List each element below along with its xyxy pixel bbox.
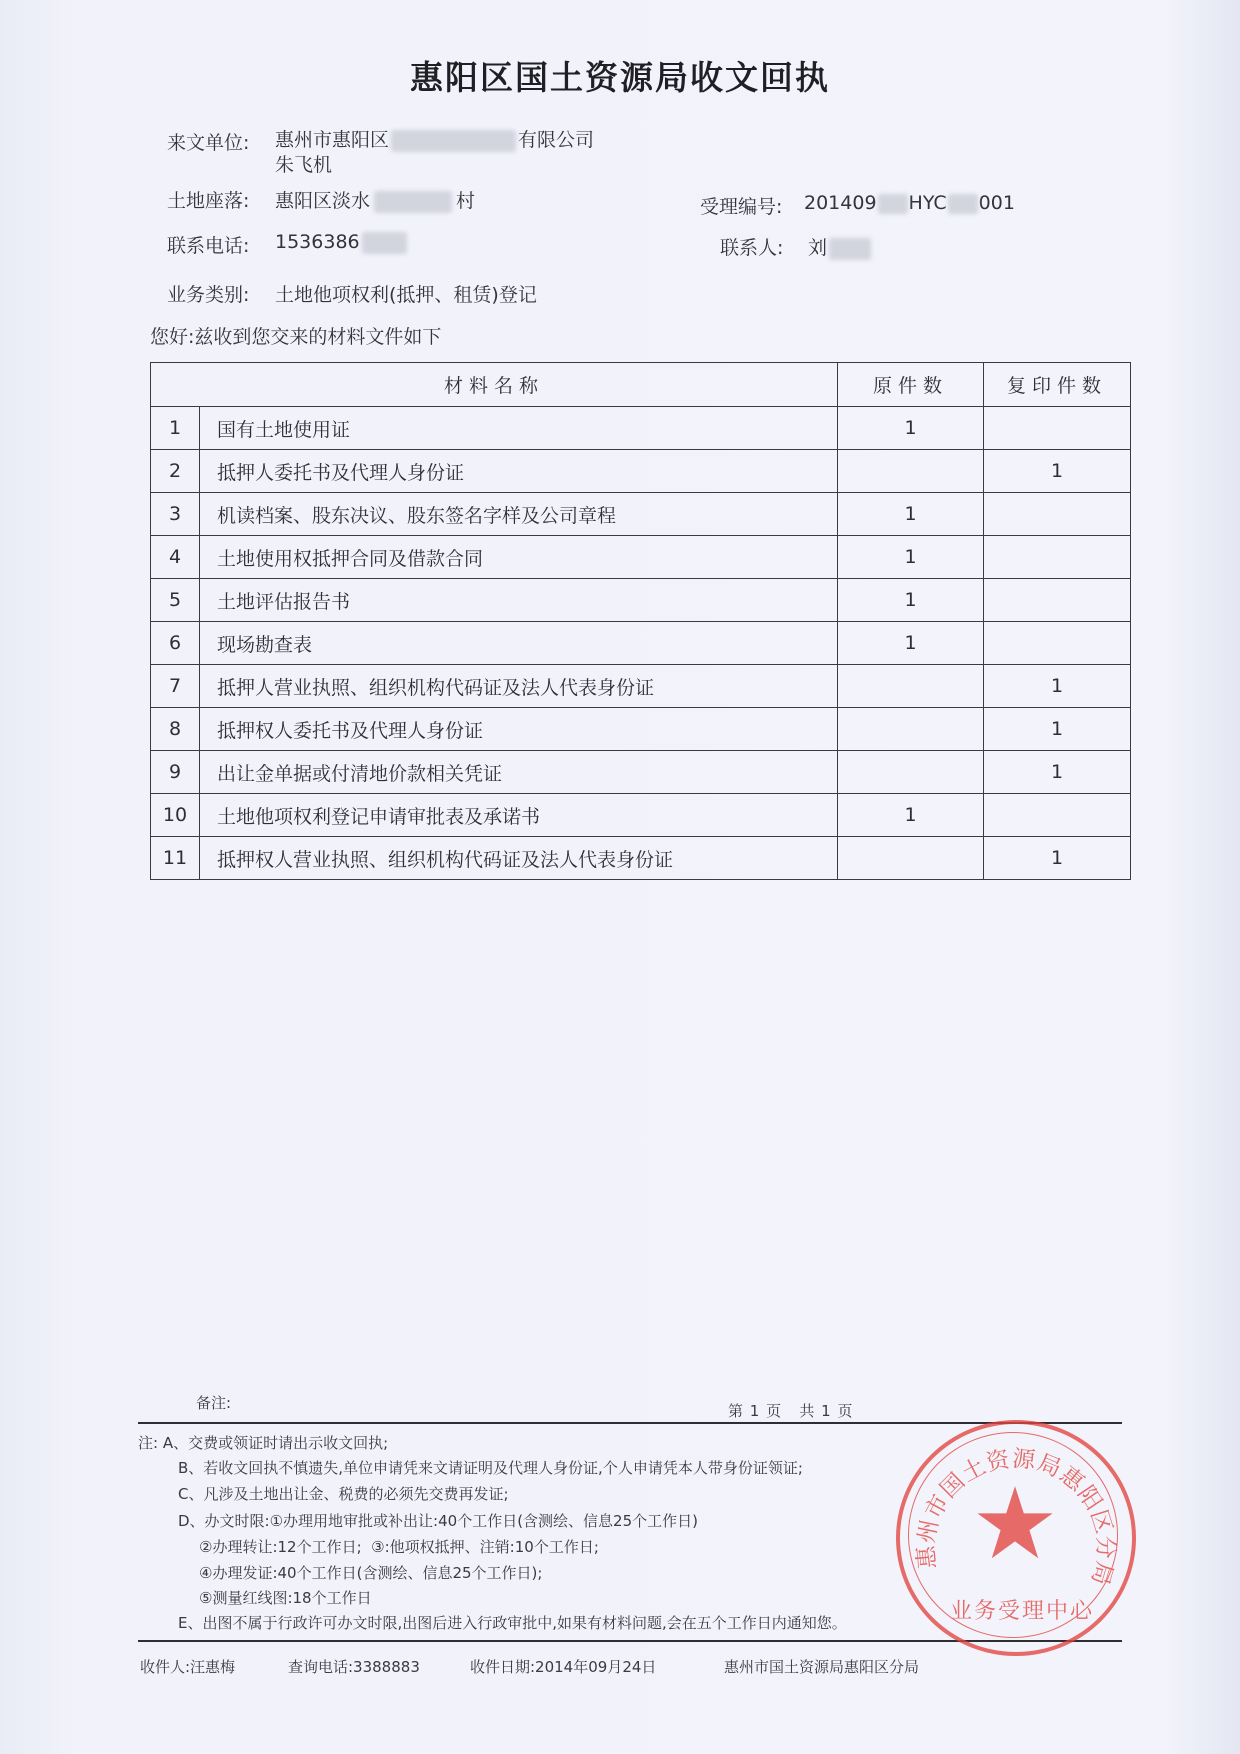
note-a: 注: A、交费或领证时请出示收文回执; xyxy=(138,1434,389,1452)
original-count xyxy=(838,751,984,794)
star-icon xyxy=(975,1484,1055,1562)
sender-prefix: 惠州市惠阳区 xyxy=(275,129,390,151)
phone-digits: 1536386 xyxy=(275,231,360,253)
material-name: 抵押权人委托书及代理人身份证 xyxy=(200,708,838,751)
row-number: 1 xyxy=(151,407,200,450)
table-row xyxy=(151,794,1131,837)
table-row xyxy=(151,708,1131,751)
document-title: 惠阳区国土资源局收文回执 xyxy=(410,58,830,97)
original-count: 1 xyxy=(838,579,984,622)
material-name: 抵押人委托书及代理人身份证 xyxy=(200,450,838,493)
row-number: 8 xyxy=(151,708,200,751)
receipt-no-part: 001 xyxy=(978,192,1015,214)
copy-count xyxy=(984,536,1131,579)
original-count: 1 xyxy=(838,493,984,536)
note-e: E、出图不属于行政许可办文时限,出图后进入行政审批中,如果有材料问题,会在五个工作日内通知您。 xyxy=(178,1614,847,1632)
material-name: 现场勘查表 xyxy=(200,622,838,665)
original-count: 1 xyxy=(838,794,984,837)
issuer: 惠州市国土资源局惠阳区分局 xyxy=(724,1658,920,1676)
copy-count: 1 xyxy=(984,837,1131,880)
note-d: D、办文时限:①办理用地审批或补出让:40个工作日(含测绘、信息25个工作日) xyxy=(178,1512,698,1530)
receipt-no-label: 受理编号: xyxy=(700,196,783,218)
official-seal xyxy=(896,1420,1136,1656)
row-number: 7 xyxy=(151,665,200,708)
copy-count xyxy=(984,493,1131,536)
sender-name: 朱飞机 xyxy=(275,154,333,176)
table-row xyxy=(151,536,1131,579)
sender-value xyxy=(275,125,594,152)
receipt-no-part: HYC xyxy=(908,192,947,214)
contact-value xyxy=(808,233,871,260)
location-label: 土地座落: xyxy=(167,190,250,212)
table-row xyxy=(151,622,1131,665)
redaction-block xyxy=(374,191,452,213)
note-d5: ⑤测量红线图:18个工作日 xyxy=(199,1589,372,1607)
copy-count xyxy=(984,407,1131,450)
table-row xyxy=(151,665,1131,708)
table-header-row xyxy=(151,363,1131,407)
original-count xyxy=(838,708,984,751)
seal-arc-textpath: 惠州市国土资源局惠阳区分局 xyxy=(913,1446,1119,1589)
phone-label: 联系电话: xyxy=(167,235,250,257)
original-count: 1 xyxy=(838,536,984,579)
sender-suffix: 有限公司 xyxy=(518,129,595,151)
note-d2: ②办理转让:12个工作日; ③:他项权抵押、注销:10个工作日; xyxy=(199,1538,599,1556)
material-name: 抵押人营业执照、组织机构代码证及法人代表身份证 xyxy=(200,665,838,708)
redaction-block xyxy=(878,194,908,214)
table-row xyxy=(151,579,1131,622)
material-name: 土地使用权抵押合同及借款合同 xyxy=(200,536,838,579)
row-number: 9 xyxy=(151,751,200,794)
table-row xyxy=(151,837,1131,880)
row-number: 6 xyxy=(151,622,200,665)
row-number: 2 xyxy=(151,450,200,493)
original-count xyxy=(838,665,984,708)
column-header-original: 原件数 xyxy=(838,363,984,407)
redaction-block xyxy=(362,232,407,254)
column-header-copies: 复印件数 xyxy=(984,363,1131,407)
copy-count: 1 xyxy=(984,665,1131,708)
material-name: 出让金单据或付清地价款相关凭证 xyxy=(200,751,838,794)
row-number: 10 xyxy=(151,794,200,837)
table-row xyxy=(151,751,1131,794)
phone-value xyxy=(275,231,407,254)
query-phone: 查询电话:3388883 xyxy=(288,1658,420,1676)
row-number: 5 xyxy=(151,579,200,622)
original-count xyxy=(838,837,984,880)
column-header-name: 材料名称 xyxy=(151,363,838,407)
copy-count xyxy=(984,794,1131,837)
copy-count xyxy=(984,622,1131,665)
original-count: 1 xyxy=(838,407,984,450)
location-value xyxy=(275,186,475,213)
original-count xyxy=(838,450,984,493)
business-value: 土地他项权利(抵押、租赁)登记 xyxy=(275,284,537,306)
material-name: 国有土地使用证 xyxy=(200,407,838,450)
redaction-block xyxy=(829,238,871,260)
material-name: 土地他项权利登记申请审批表及承诺书 xyxy=(200,794,838,837)
copy-count: 1 xyxy=(984,708,1131,751)
page-info: 第 1 页 共 1 页 xyxy=(728,1402,854,1420)
copy-count: 1 xyxy=(984,751,1131,794)
remarks-label: 备注: xyxy=(196,1394,232,1412)
table-row xyxy=(151,493,1131,536)
redaction-block xyxy=(391,130,516,152)
original-count: 1 xyxy=(838,622,984,665)
receive-date: 收件日期:2014年09月24日 xyxy=(470,1658,657,1676)
table-row xyxy=(151,450,1131,493)
redaction-block xyxy=(948,194,978,214)
row-number: 3 xyxy=(151,493,200,536)
receipt-no-part: 201409 xyxy=(804,192,877,214)
greeting-text: 您好:兹收到您交来的材料文件如下 xyxy=(150,326,442,348)
row-number: 4 xyxy=(151,536,200,579)
material-name: 抵押权人营业执照、组织机构代码证及法人代表身份证 xyxy=(200,837,838,880)
copy-count xyxy=(984,579,1131,622)
contact-name: 刘 xyxy=(808,237,828,259)
materials-table xyxy=(150,362,1131,880)
contact-label: 联系人: xyxy=(720,237,784,259)
row-number: 11 xyxy=(151,837,200,880)
note-b: B、若收文回执不慎遗失,单位申请凭来文请证明及代理人身份证,个人申请凭本人带身份证领证; xyxy=(178,1459,803,1477)
location-suffix: 村 xyxy=(456,190,476,212)
note-c: C、凡涉及土地出让金、税费的必须先交费再发证; xyxy=(178,1485,509,1503)
table-row xyxy=(151,407,1131,450)
sender-label: 来文单位: xyxy=(167,132,250,154)
receiver: 收件人:汪惠梅 xyxy=(140,1658,236,1676)
business-label: 业务类别: xyxy=(167,284,250,306)
material-name: 土地评估报告书 xyxy=(200,579,838,622)
receipt-no-value xyxy=(804,192,1015,214)
material-name: 机读档案、股东决议、股东签名字样及公司章程 xyxy=(200,493,838,536)
note-d4: ④办理发证:40个工作日(含测绘、信息25个工作日); xyxy=(199,1564,543,1582)
location-prefix: 惠阳区淡水 xyxy=(275,190,371,212)
seal-bottom-text: 业务受理中心 xyxy=(950,1599,1095,1624)
copy-count: 1 xyxy=(984,450,1131,493)
